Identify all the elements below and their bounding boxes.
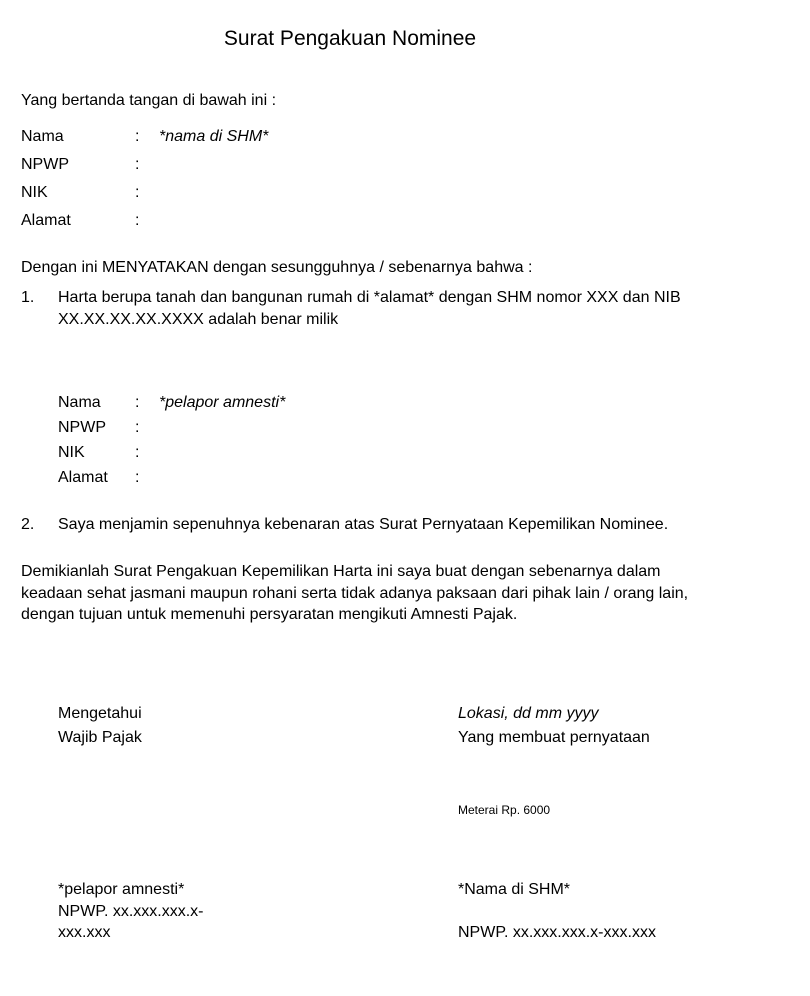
person2-npwp-colon: : xyxy=(135,419,140,436)
person1-address-label: Alamat xyxy=(21,212,71,229)
person2-npwp-label: NPWP xyxy=(58,419,106,436)
person2-name-value: *pelapor amnesti* xyxy=(159,394,286,411)
page-title: Surat Pengakuan Nominee xyxy=(223,27,477,50)
closing-line3: dengan tujuan untuk memenuhi persyaratan mengikuti Amnesti Pajak. xyxy=(21,606,518,623)
intro-text: Yang bertanda tangan di bawah ini : xyxy=(21,92,277,109)
signature-left-npwp-line1: NPWP. xx.xxx.xxx.x- xyxy=(58,903,204,920)
person1-npwp-colon: : xyxy=(135,156,140,173)
person2-nik-label: NIK xyxy=(58,444,85,461)
person1-npwp-label: NPWP xyxy=(21,156,69,173)
closing-line1: Demikianlah Surat Pengakuan Kepemilikan Harta ini saya buat dengan sebenarnya dalam xyxy=(21,563,661,580)
item2-number: 2. xyxy=(21,516,35,533)
signature-right-signer: *Nama di SHM* xyxy=(458,881,571,898)
signature-right-line2: Yang membuat pernyataan xyxy=(458,729,650,746)
person1-nik-label: NIK xyxy=(21,184,48,201)
person2-nik-colon: : xyxy=(135,444,140,461)
person1-nik-colon: : xyxy=(135,184,140,201)
person2-name-label: Nama xyxy=(58,394,101,411)
signature-right-npwp: NPWP. xx.xxx.xxx.x-xxx.xxx xyxy=(458,924,656,941)
signature-left-npwp-line2: xxx.xxx xyxy=(58,924,111,941)
signature-left-line2: Wajib Pajak xyxy=(58,729,142,746)
person1-address-colon: : xyxy=(135,212,140,229)
signature-right-location-date: Lokasi, dd mm yyyy xyxy=(458,705,599,722)
person1-name-value: *nama di SHM* xyxy=(159,128,269,145)
declaration-text: Dengan ini MENYATAKAN dengan sesungguhnya / sebenarnya bahwa : xyxy=(21,259,533,276)
person2-name-colon: : xyxy=(135,394,140,411)
stamp-duty-note: Meterai Rp. 6000 xyxy=(458,803,551,817)
person2-address-label: Alamat xyxy=(58,469,108,486)
signature-left-signer: *pelapor amnesti* xyxy=(58,881,185,898)
person1-name-colon: : xyxy=(135,128,140,145)
closing-line2: keadaan sehat jasmani maupun rohani serta tidak adanya paksaan dari pihak lain / orang lain, xyxy=(21,585,689,602)
item1-line1: Harta berupa tanah dan bangunan rumah di *alamat* dengan SHM nomor XXX dan NIB xyxy=(58,289,681,306)
person1-name-label: Nama xyxy=(21,128,64,145)
signature-left-line1: Mengetahui xyxy=(58,705,142,722)
item2-text: Saya menjamin sepenuhnya kebenaran atas Surat Pernyataan Kepemilikan Nominee. xyxy=(58,516,669,533)
item1-line2: XX.XX.XX.XX.XXXX adalah benar milik xyxy=(58,311,339,328)
item1-number: 1. xyxy=(21,289,35,306)
person2-address-colon: : xyxy=(135,469,140,486)
